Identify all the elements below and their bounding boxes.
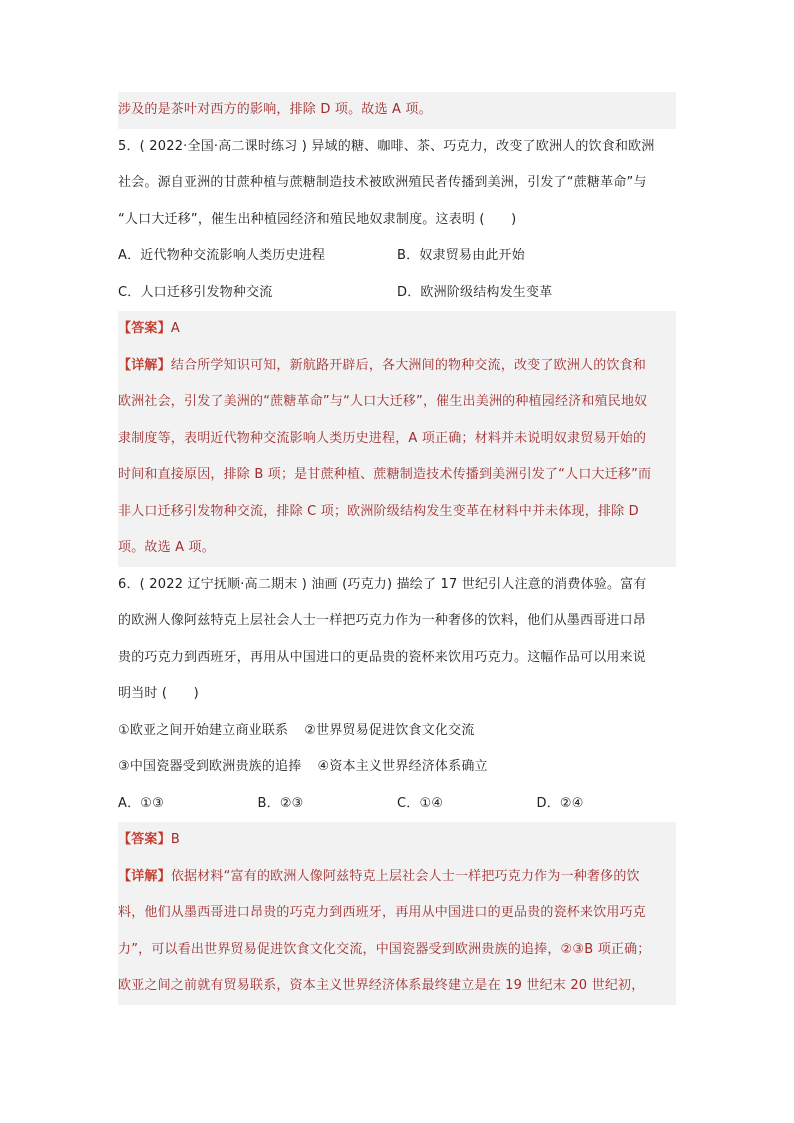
q6-statement-2: ②世界贸易促进饮食文化交流 (304, 722, 475, 738)
q6-detail-line-3: 力”，可以看出世界贸易促进饮食文化交流，中国瓷器受到欧洲贵族的追捧，②③B 项正确； (118, 932, 676, 969)
q5-options-row-2 (118, 275, 676, 312)
q5-option-d: D．欧洲阶级结构发生变革 (397, 284, 553, 300)
q5-detail-line-2: 欧洲社会，引发了美洲的“蔗糖革命”与“人口大迁移”，催生出美洲的种植园经济和殖民地奴 (118, 384, 676, 421)
q6-detail-line-2: 料，他们从墨西哥进口昂贵的巧克力到西班牙，再用从中国进口的更品贵的瓷杯来饮用巧克 (118, 895, 676, 932)
q6-detail-line-4: 欧亚之间之前就有贸易联系，资本主义世界经济体系最终建立是在 19 世纪末 20 世纪初， (118, 968, 676, 1005)
q5-stem-line-1: 5．( 2022·全国·高二课时练习 ) 异域的糖、咖啡、茶、巧克力，改变了欧洲人的饮食和欧洲 (118, 138, 655, 154)
detail-label: 【详解】 (118, 357, 171, 373)
document-page (118, 92, 676, 1005)
q5-detail-line-4: 时间和直接原因，排除 B 项；是甘蔗种植、蔗糖制造技术传播到美洲引发了“人口大迁移”而 (118, 457, 676, 494)
q6-detail-text-1: 依据材料“富有的欧洲人像阿兹特克上层社会人士一样把巧克力作为一种奢侈的饮 (170, 868, 640, 884)
answer-label: 【答案】 (118, 321, 171, 336)
q5-detail-line-5: 非人口迁移引发物种交流，排除 C 项；欧洲阶级结构发生变革在材料中并未体现，排除 D (118, 494, 676, 531)
q5-stem-line-3: “人口大迁移”，催生出种植园经济和殖民地奴隶制度。这表明 ( ) (118, 211, 517, 227)
q6-statement-4: ④资本主义世界经济体系确立 (317, 759, 488, 774)
q6-option-a: A．①③ (118, 795, 165, 811)
q6-option-b: B．②③ (257, 795, 304, 811)
q6-options-row (118, 786, 676, 823)
q5-option-b: B．奴隶贸易由此开始 (397, 248, 525, 263)
q5-stem-line-2: 社会。源自亚洲的甘蔗种植与蔗糖制造技术被欧洲殖民者传播到美洲，引发了“蔗糖革命”与 (118, 175, 647, 190)
q5-option-c: C．人口迁移引发物种交流 (118, 284, 273, 300)
q6-option-d: D．②④ (536, 795, 584, 811)
q5-detail-line-3: 隶制度等，表明近代物种交流影响人类历史进程，A 项正确；材料并未说明奴隶贸易开始的 (118, 421, 676, 458)
q5-detail-line-6: 项。故选 A 项。 (118, 530, 676, 567)
q6-answer-value: B (170, 832, 180, 847)
q5-detail-line-1 (118, 348, 676, 385)
q6-stem-line-2: 的欧洲人像阿兹特克上层社会人士一样把巧克力作为一种奢侈的饮料，他们从墨西哥进口昂 (118, 613, 647, 628)
detail-label: 【详解】 (118, 868, 171, 884)
q6-stem-line-3: 贵的巧克力到西班牙，再用从中国进口的更品贵的瓷杯来饮用巧克力。这幅作品可以用来说 (118, 649, 647, 665)
q6-statements-row-1 (118, 713, 676, 750)
q6-stem-line-4: 明当时 ( ) (118, 686, 199, 701)
q5-detail-text-1: 结合所学知识可知，新航路开辟后，各大洲间的物种交流，改变了欧洲人的饮食和 (170, 357, 647, 373)
q6-stem-line-1: 6．( 2022 辽宁抚顺·高二期末 ) 油画 (巧克力) 描绘了 17 世纪引人注意的消费体验。富有 (118, 576, 647, 592)
q5-answer-value: A (170, 321, 180, 336)
q6-statement-3: ③中国瓷器受到欧洲贵族的追捧 (118, 759, 302, 774)
answer-label: 【答案】 (118, 832, 171, 847)
q5-options-row-1 (118, 238, 676, 275)
q5-option-a: A．近代物种交流影响人类历史进程 (118, 248, 326, 263)
q5-answer (118, 311, 676, 348)
q6-option-c: C．①④ (397, 795, 444, 811)
q6-answer (118, 822, 676, 859)
q6-detail-line-1 (118, 859, 676, 896)
q6-statements-row-2 (118, 749, 676, 786)
prev-explanation-line: 涉及的是茶叶对西方的影响，排除 D 项。故选 A 项。 (118, 92, 676, 129)
q6-statement-1: ①欧亚之间开始建立商业联系 (118, 722, 289, 738)
